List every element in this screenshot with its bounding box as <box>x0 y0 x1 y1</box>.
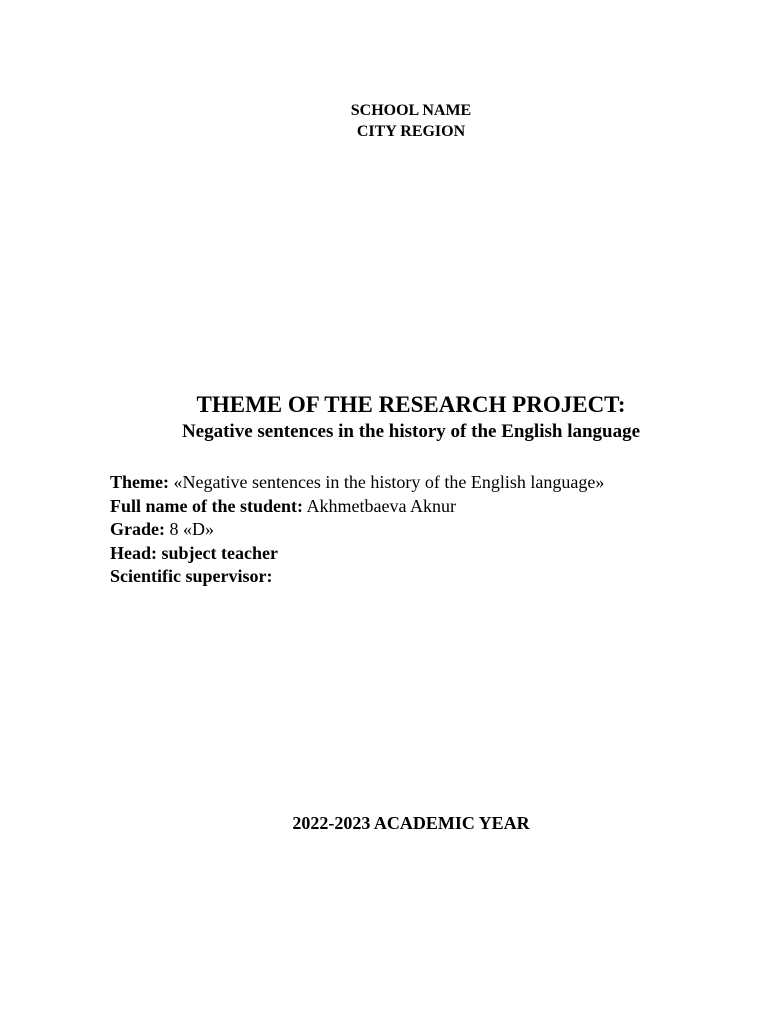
supervisor-label: Scientific supervisor: <box>110 566 273 586</box>
school-name: SCHOOL NAME <box>350 102 472 119</box>
grade-value: 8 «D» <box>169 519 214 539</box>
student-label: Full name of the student: <box>110 495 303 516</box>
project-subheading: Negative sentences in the history of the English language <box>181 421 641 442</box>
theme-label: Theme: <box>110 472 169 492</box>
project-details <box>110 471 730 589</box>
city-region: CITY REGION <box>356 123 466 140</box>
theme-row <box>110 471 730 495</box>
student-row <box>110 495 730 519</box>
head-row <box>110 542 730 566</box>
supervisor-row <box>110 565 730 589</box>
school-header <box>0 100 768 142</box>
project-heading: THEME OF THE RESEARCH PROJECT: <box>196 392 626 417</box>
grade-label: Grade: <box>110 519 165 539</box>
student-value: Akhmetbaeva Aknur <box>306 495 456 516</box>
grade-row <box>110 518 730 542</box>
head-label: Head: subject teacher <box>110 542 278 563</box>
academic-year: 2022-2023 ACADEMIC YEAR <box>292 813 530 833</box>
theme-value: «Negative sentences in the history of the English language» <box>173 472 605 492</box>
